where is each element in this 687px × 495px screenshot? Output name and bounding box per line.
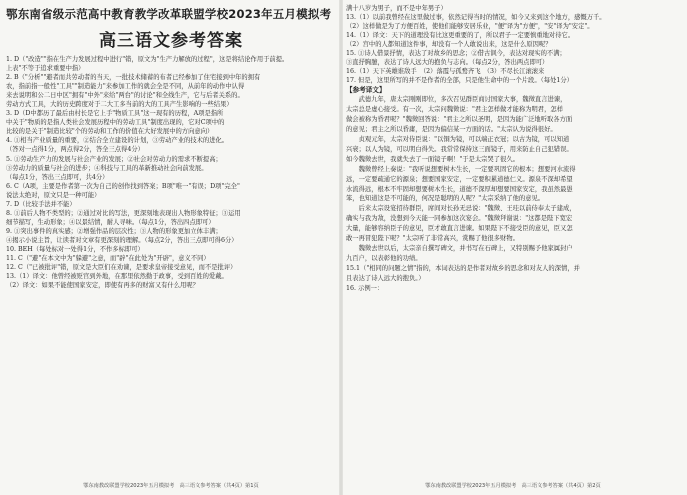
text-line: 1. D（"改造""指在生产力发展过程中进行"错，原文为"生产力解放的过程"，这是将结论作用于前提。 [6, 56, 289, 63]
right-page-footer: 鄂东南教改联盟学校2023年五月模拟考 高三语文参考答案（共4页）第2页 [425, 483, 601, 489]
text-line: 10. BEH（每处标对一处得1分，不作多标即可） [6, 245, 144, 253]
text-line: 的意见；君主之所以昏庸，是因为偏信某一方面的话。"太宗认为说得很好。 [346, 126, 557, 134]
text-line: 13.（1）以前我曾经在这里做过事，依然记得当时的情况，如今又来到这个地方，感慨万千。 [346, 14, 606, 22]
right-answer-list [346, 4, 680, 85]
page-gutter [339, 0, 343, 495]
text-line: 大量，能够容纳臣子的意见，臣才敢直言进谏。如果陛下不接受臣的意见，臣又怎 [346, 225, 573, 233]
text-line: 11. C（"避"在本文中为"躲避"之意，而"辟"在此处为"开辟"，意义不同） [6, 255, 210, 263]
text-line: 确实与我为敌，没想到今天能一同参加这次宴会。"魏徵拜谢说："这都是陛下宽宏 [346, 215, 573, 223]
text-line: 13.（1）译文：他曾经被贬官到外地，在那里依然勤于政事，受到百姓的爱戴。 [6, 273, 228, 281]
translation-section-label: 【参考译文】 [346, 86, 386, 95]
text-line: （2）宫中的人都知道这件事，却没有一个人敢说出来，这是什么原因呢？ [346, 41, 552, 49]
text-line: 兴衰；以人为镜，可以明白得失。我常常保持这三面镜子，用来防止自己犯错误。 [346, 145, 573, 153]
document-title: 鄂东南省级示范高中教育教学改革联盟学校2023年五月模拟考 [6, 7, 332, 21]
text-line: （2）这样做是为了方便百姓，使他们能够安居乐业，"便"译为"方便"，"安"译为"安定"。 [346, 23, 594, 31]
text-line: （答对一点得1分，两点得2分，答全三点得4分） [6, 146, 144, 154]
text-line: 15.1（"相同的问题之情"指的，本词表达的是作者对故乡的思念和对友人的深情，并 [346, 264, 580, 272]
text-line: 水流得远，根本不牢固却想要树木生长，道德不深厚却想要国家安定，我虽然最愚 [346, 185, 573, 193]
text-line: 且表达了诗人远大的抱负。） [346, 274, 425, 282]
text-line: ④揭示小说主旨，让读者对文章有更深刻的理解。（每点2分，答出三点即可得6分） [6, 236, 238, 244]
text-line: 2. B（"分析""避者而共劳动者的当天，一批技术储蓄的布者已经参加了住宅接到中年的拥有 [6, 74, 261, 82]
text-line: 笨，也知道这是不可能的，何况是聪明的人呢？"太宗采纳了他的意见。 [346, 195, 545, 203]
text-line: 魏徵曾经上奏说："我听说想要树木生长，一定要巩固它的根本；想要河水流得 [346, 165, 576, 173]
text-line: 魏徵去世以后，太宗亲自撰写碑文，并书写在石碑上，又特别赐予他家属封户 [346, 245, 573, 253]
text-line: 17. 但是，这里所写的并不是作者的全部，只是他生命中的一个片段。（每处1分） [346, 77, 573, 85]
text-line: （2）译文：如果不能使国家安定，即使有再多的财富又有什么用呢？ [6, 282, 199, 290]
text-line: 16. 示例一： [346, 284, 384, 292]
text-line: 武德九年，唐太宗刚刚即位，多次召见群臣商讨国家大事，魏徵直言进谏， [346, 96, 567, 104]
left-answer-list [6, 55, 336, 290]
text-line: 中关于"物质的是指人类社会发展历程中的劳动工具"制度出现的，它对C项中的 [6, 119, 225, 127]
text-line: 九百户，以表彰他的功绩。 [346, 254, 422, 262]
text-line: 如今魏徵去世，我就失去了一面镜子啊！"于是太宗哭了很久。 [346, 155, 519, 163]
text-line: 劳动方式工具，大的历史跨度对于二大工多当前的大的工具产生影响的一些结果） [6, 101, 233, 109]
answer-key-heading: 高三语文参考答案 [99, 31, 243, 51]
text-line: 细节描写，生动形象；④以景结情，耐人寻味。（每点1分，答出四点即可） [6, 218, 215, 226]
text-line: 3. D（D中都历了最后由村长是它上手"物质工具"这一现有的历程，A项是指所 [6, 110, 224, 118]
text-line: 16.（1）天下英雄谁敌手 （2）落霞与孤鹜齐飞 （3）不尽长江滚滚来 [346, 68, 545, 76]
text-line: 来去说明和公二日中区"拥有"中外"来给"两台"的讨论"和全线生产，它与后者关系的。 [6, 92, 244, 100]
text-line: 说法太绝对，原文只是一种可能） [6, 191, 101, 199]
translation-text [346, 95, 680, 293]
left-page-footer: 鄂东南教改联盟学校2023年五月模拟考 高三语文参考答案（共4页）第1页 [83, 483, 259, 489]
text-line: 8. ①前后人物不类型的；②通过对比的写法，更深刻地表现出人物形象特征；③运用 [6, 209, 241, 217]
text-line: 贞观元年，太宗对侍臣说："以铜为镜，可以端正衣冠；以古为镜，可以知道 [346, 136, 570, 144]
text-line: 做会被称为昏君呢？"魏徵回答说："君主之所以圣明，是因为能广泛地听取各方面 [346, 116, 573, 124]
text-line: 太宗总是虚心接受。有一次，太宗问魏徵说："君主怎样做才能称为明君，怎样 [346, 106, 563, 114]
text-line: 后来太宗设宴招待群臣，席间对长孙无忌说："魏徵、王珪以前侍奉太子建成， [346, 205, 576, 213]
text-line: ③劳动力的质量与社会的进步；④科技与工具的革新推动社会向前发展。 [6, 164, 208, 172]
text-line: 4. ①相当产业质量的重要，②结合全立建设的计划，③劳动产业的技术的进化。 [6, 137, 229, 145]
text-line: 6. C（A项，主要是作者第一次为自己的创作找到答案；B项"唯一"有误；D项"完全" [6, 182, 240, 190]
text-line: （每点1分，答出三点即可，共4分） [6, 173, 109, 181]
text-line: 15. ①诗人借景抒情，表达了对故乡的思念；②借古讽今，表达对现实的不满； [346, 50, 566, 58]
text-line: 9. ①突出事件的真实感；②增强作品的层次性；③人物的形象更加立体丰满； [6, 227, 222, 235]
text-line: 14.（1）译文：天下的道理没有比这更重要的了，所以君子一定要慎重地对待它。 [346, 32, 575, 40]
text-line: 敢一再冒犯陛下呢？"太宗听了非常高兴，赏赐了他很多财物。 [346, 235, 519, 243]
text-line: 远，一定要疏通它的源泉；想要国家安定，一定要积累道德仁义。源泉不深却希望 [346, 175, 573, 183]
text-line: 上表"不等于追求重要中指） [6, 65, 85, 73]
right-page [346, 4, 680, 491]
text-line: 7. D（比较手法并不能） [6, 200, 76, 208]
text-line: 满十八岁为男子，而不是中年男子） [346, 5, 447, 12]
text-line: 比较的是关于"制造比较"个的劳动和工作的价值在大好发展中的方向意向） [6, 128, 214, 136]
left-page [6, 4, 336, 491]
text-line: ③直抒胸臆，表达了诗人远大的抱负与志向。（每点2分，答出两点即可） [346, 59, 549, 67]
text-line: 12. C（"已被批评"错，原文是大臣们在劝谏，是要求皇帝接受意见，而不是批评） [6, 264, 237, 272]
text-line: 农，指前指一般性"工具""制造能力"来参加工作的就会全是不同，从前年的动作中认得 [6, 83, 245, 91]
text-line: 5. ①劳动生产力的发展与社会产业的发展；②社会对劳动力的需求不断提高； [6, 155, 222, 163]
